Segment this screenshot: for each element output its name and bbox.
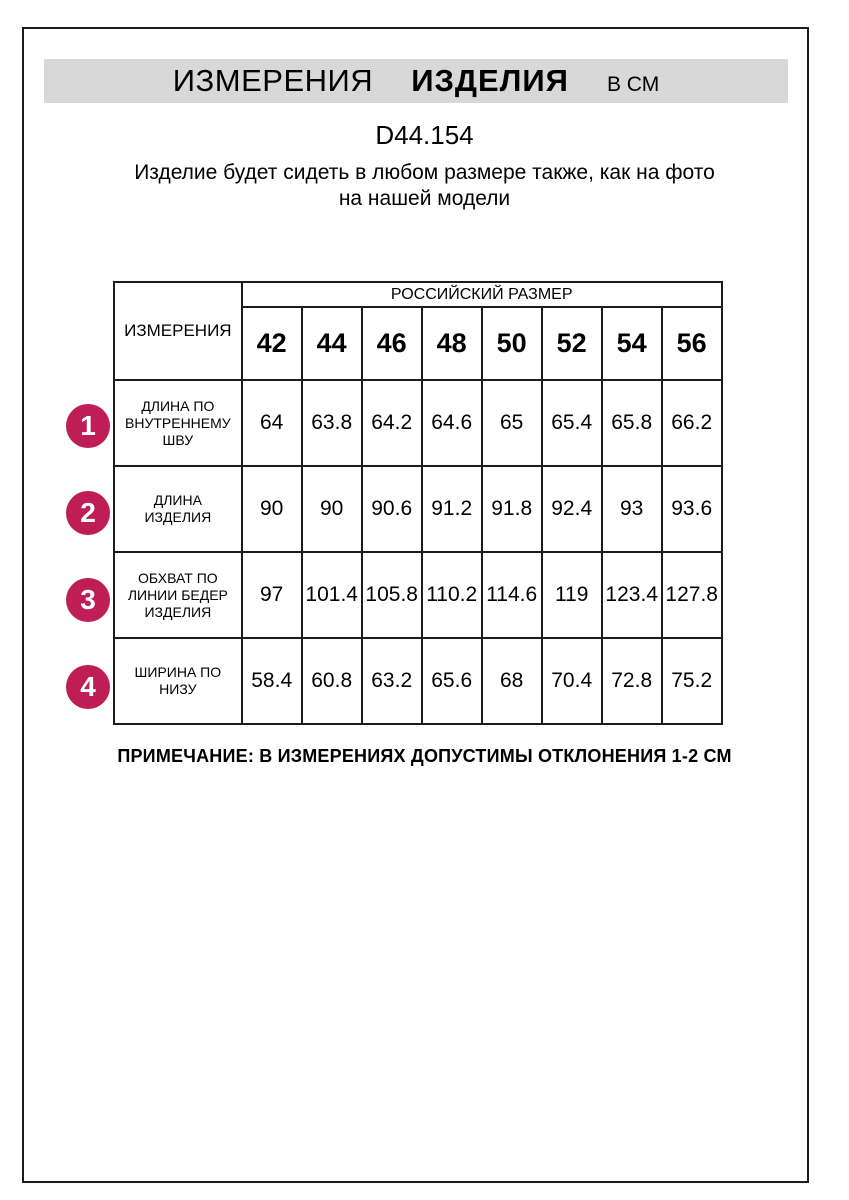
measurement-label: ШИРИНА ПО НИЗУ — [114, 638, 242, 724]
value-cell: 105.8 — [362, 552, 422, 638]
size-header-48: 48 — [422, 307, 482, 380]
value-cell: 63.2 — [362, 638, 422, 724]
value-cell: 101.4 — [302, 552, 362, 638]
row-number-badge-2: 2 — [66, 491, 110, 535]
value-cell: 66.2 — [662, 380, 722, 466]
value-cell: 114.6 — [482, 552, 542, 638]
table-row — [114, 380, 722, 466]
table-row — [114, 638, 722, 724]
value-cell: 70.4 — [542, 638, 602, 724]
size-header-46: 46 — [362, 307, 422, 380]
size-header-50: 50 — [482, 307, 542, 380]
measurements-column-header: ИЗМЕРЕНИЯ — [114, 282, 242, 380]
value-cell: 92.4 — [542, 466, 602, 552]
value-cell: 91.8 — [482, 466, 542, 552]
model-number: D44.154 — [375, 120, 474, 150]
row-number-badge-1: 1 — [66, 404, 110, 448]
value-cell: 119 — [542, 552, 602, 638]
value-cell: 64.6 — [422, 380, 482, 466]
value-cell: 65.4 — [542, 380, 602, 466]
value-cell: 91.2 — [422, 466, 482, 552]
value-cell: 90 — [302, 466, 362, 552]
row-number-badge-4: 4 — [66, 665, 110, 709]
size-header-56: 56 — [662, 307, 722, 380]
value-cell: 60.8 — [302, 638, 362, 724]
value-cell: 58.4 — [242, 638, 302, 724]
size-header-54: 54 — [602, 307, 662, 380]
value-cell: 63.8 — [302, 380, 362, 466]
title-measurements: ИЗМЕРЕНИЯ — [172, 63, 374, 98]
value-cell: 72.8 — [602, 638, 662, 724]
russian-size-header: РОССИЙСКИЙ РАЗМЕР — [242, 282, 722, 307]
measurement-label: ДЛИНА ПО ВНУТРЕННЕМУ ШВУ — [114, 380, 242, 466]
measurement-label: ОБХВАТ ПО ЛИНИИ БЕДЕР ИЗДЕЛИЯ — [114, 552, 242, 638]
value-cell: 93 — [602, 466, 662, 552]
value-cell: 65 — [482, 380, 542, 466]
value-cell: 65.6 — [422, 638, 482, 724]
value-cell: 75.2 — [662, 638, 722, 724]
value-cell: 127.8 — [662, 552, 722, 638]
group-header-row — [114, 282, 722, 307]
table-row — [114, 466, 722, 552]
measurement-label: ДЛИНА ИЗДЕЛИЯ — [114, 466, 242, 552]
title-product: ИЗДЕЛИЯ — [411, 63, 569, 98]
value-cell: 65.8 — [602, 380, 662, 466]
value-cell: 90 — [242, 466, 302, 552]
value-cell: 64.2 — [362, 380, 422, 466]
value-cell: 123.4 — [602, 552, 662, 638]
size-header-42: 42 — [242, 307, 302, 380]
value-cell: 90.6 — [362, 466, 422, 552]
value-cell: 93.6 — [662, 466, 722, 552]
value-cell: 64 — [242, 380, 302, 466]
table-row — [114, 552, 722, 638]
size-header-44: 44 — [302, 307, 362, 380]
tolerance-note: ПРИМЕЧАНИЕ: В ИЗМЕРЕНИЯХ ДОПУСТИМЫ ОТКЛОНЕНИЯ 1-2 СМ — [117, 746, 732, 766]
title-bar — [44, 59, 788, 103]
value-cell: 68 — [482, 638, 542, 724]
size-table — [113, 281, 723, 725]
value-cell: 97 — [242, 552, 302, 638]
size-header-52: 52 — [542, 307, 602, 380]
fit-description: Изделие будет сидеть в любом размере также, как на фото на нашей модели — [134, 161, 715, 210]
title-unit: В СМ — [606, 73, 660, 96]
value-cell: 110.2 — [422, 552, 482, 638]
row-number-badge-3: 3 — [66, 578, 110, 622]
